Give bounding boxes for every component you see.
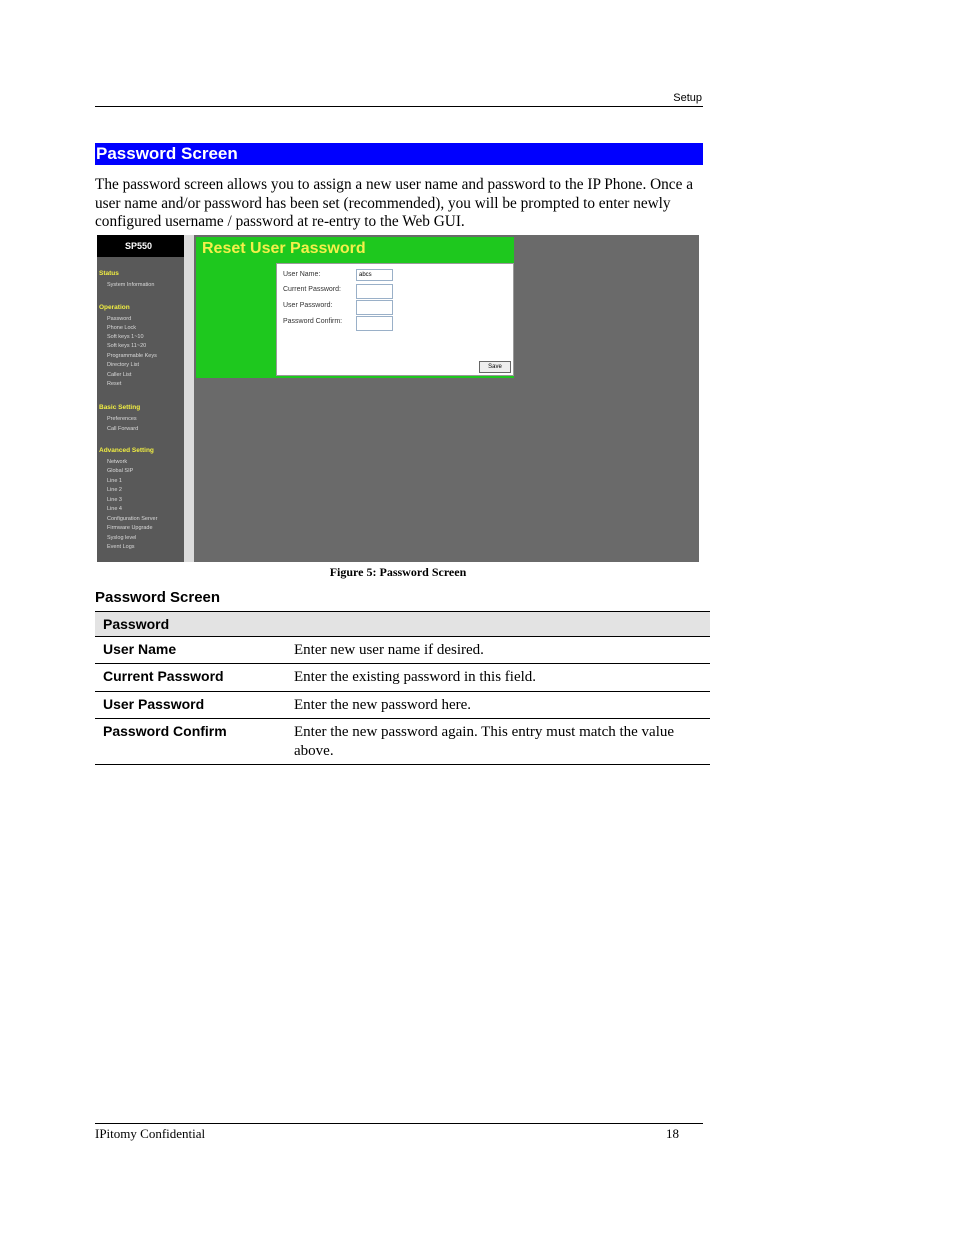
fig-divider <box>184 235 194 562</box>
fig-nav-item[interactable]: Reset <box>107 381 122 387</box>
section-title: Password Screen <box>95 143 703 165</box>
fig-nav-item[interactable]: Syslog level <box>107 535 137 541</box>
fig-user-name-label: User Name: <box>283 271 321 278</box>
fig-nav-item[interactable]: Call Forward <box>107 426 139 432</box>
password-screen-figure <box>97 235 699 562</box>
fig-nav-item[interactable]: Line 1 <box>107 478 122 484</box>
fig-nav-item[interactable]: Directory List <box>107 362 140 368</box>
table-header: Password <box>95 611 710 637</box>
figure-caption: Figure 5: Password Screen <box>329 565 467 579</box>
fig-page-title: Reset User Password <box>202 240 366 257</box>
table-row-value: Enter the new password again. This entry must match the value above. <box>294 724 675 759</box>
table-row-key: Current Password <box>103 668 224 684</box>
table-row-value: Enter the existing password in this field. <box>294 669 537 685</box>
fig-nav-item[interactable]: Soft keys 1~10 <box>107 334 144 340</box>
intro-paragraph: The password screen allows you to assign a new user name and password to the IP Phone. Once a user name and/or password has been set (recommended), you will be prompted to enter newly configured username / password at re-entry to the Web GUI. <box>95 176 693 230</box>
fig-nav-category-operation[interactable]: Operation <box>99 304 130 311</box>
footer-confidential: IPitomy Confidential <box>95 1126 206 1141</box>
table-row <box>95 692 710 719</box>
running-header: Setup <box>673 92 702 104</box>
table-row-key: Password Confirm <box>103 723 227 739</box>
fig-user-password-label: User Password: <box>283 302 333 309</box>
table-row <box>95 637 710 664</box>
fig-nav-item[interactable]: Line 2 <box>107 487 122 493</box>
fig-user-password-input[interactable] <box>356 300 393 315</box>
table-row-key: User Name <box>103 641 177 657</box>
fig-nav-item[interactable]: Caller List <box>107 372 132 378</box>
table-row-value: Enter new user name if desired. <box>294 642 484 658</box>
fig-nav-item[interactable]: Event Logs <box>107 544 135 550</box>
fig-nav-item[interactable]: Firmware Upgrade <box>107 525 153 531</box>
fig-current-password-label: Current Password: <box>283 286 341 293</box>
table-heading: Password Screen <box>95 589 221 606</box>
fig-nav-category-status[interactable]: Status <box>99 270 119 277</box>
fig-user-name-input[interactable]: abcs <box>356 269 393 281</box>
fig-nav-item[interactable]: Preferences <box>107 416 137 422</box>
fig-nav-category-basic[interactable]: Basic Setting <box>99 404 141 411</box>
page-number: 18 <box>666 1126 679 1141</box>
fig-nav-item[interactable]: Phone Lock <box>107 325 137 331</box>
fig-nav-item[interactable]: System Information <box>107 282 155 288</box>
fig-nav-item[interactable]: Global SIP <box>107 468 134 474</box>
password-table <box>95 611 710 765</box>
fig-sidebar <box>97 235 184 562</box>
fig-password-confirm-input[interactable] <box>356 316 393 331</box>
fig-current-password-input[interactable] <box>356 284 393 299</box>
fig-nav-item[interactable]: Programmable Keys <box>107 353 157 359</box>
fig-nav-category-advanced[interactable]: Advanced Setting <box>99 447 154 454</box>
fig-logo: SP550 <box>97 235 184 257</box>
fig-nav-item[interactable]: Network <box>107 459 128 465</box>
fig-nav-item[interactable]: Soft keys 11~20 <box>107 343 147 349</box>
fig-nav-item[interactable]: Line 4 <box>107 506 122 512</box>
table-row <box>95 664 710 692</box>
fig-nav-item[interactable]: Line 3 <box>107 497 122 503</box>
fig-reset-form <box>276 263 514 376</box>
fig-nav-item[interactable]: Password <box>107 316 132 322</box>
fig-password-confirm-label: Password Confirm: <box>283 318 343 325</box>
table-row-key: User Password <box>103 696 205 712</box>
fig-nav-item[interactable]: Configuration Server <box>107 516 158 522</box>
fig-save-button[interactable]: Save <box>479 361 511 373</box>
table-row <box>95 719 710 765</box>
table-row-value: Enter the new password here. <box>294 697 472 713</box>
footer-rule <box>95 1123 703 1124</box>
header-rule <box>95 106 703 107</box>
